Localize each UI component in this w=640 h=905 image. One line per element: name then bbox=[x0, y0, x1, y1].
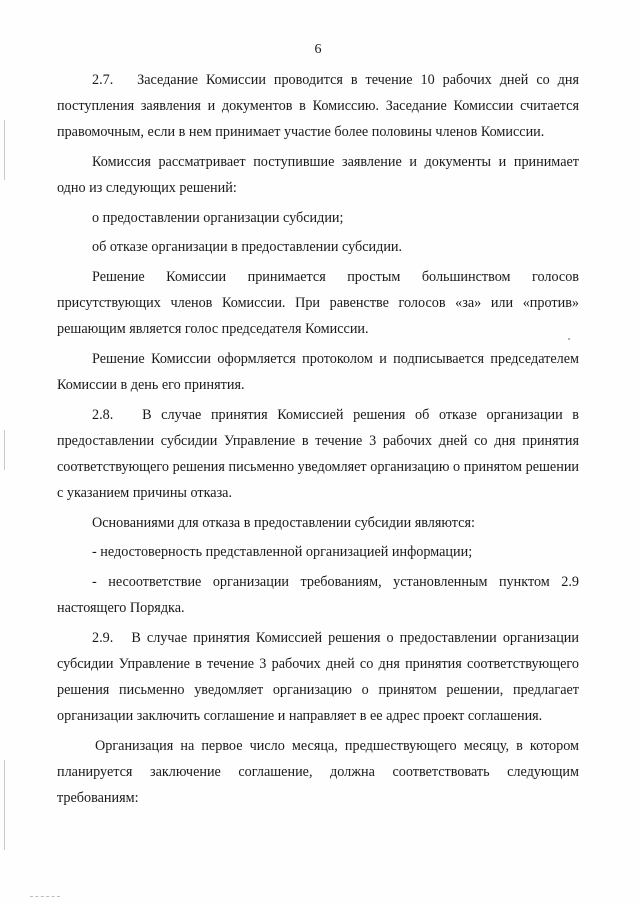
paragraph-decision-grant: о предоставлении организации субсидии; bbox=[92, 209, 344, 226]
scan-edge-mark bbox=[4, 430, 5, 470]
paragraph-commission-review: Комиссия рассматривает поступившие заявление и документы и принимает одно из следующих решений: bbox=[57, 153, 579, 196]
paragraph-decision-refuse: об отказе организации в предоставлении субсидии. bbox=[92, 239, 403, 256]
scan-edge-mark bbox=[4, 760, 5, 850]
paragraph-refusal-grounds: Основаниями для отказа в предоставлении субсидии являются: bbox=[92, 514, 475, 531]
paragraph-voting: Решение Комиссии принимается простым большинством голосов присутствующих членов Комиссии. При равенстве голосов «за» или «против» решающим является голос председателя Комиссии. bbox=[57, 269, 579, 338]
scan-edge-mark bbox=[4, 120, 5, 180]
scan-bottom-mark bbox=[30, 896, 60, 898]
list-item-unreliable-info: - недостоверность представленной организацией информации; bbox=[92, 544, 473, 561]
paragraph-protocol: Решение Комиссии оформляется протоколом и подписывается председателем Комиссии в день его принятия. bbox=[57, 351, 579, 393]
list-item-nonconformity: - несоответствие организации требованиям, установленным пунктом 2.9 настоящего Порядка. bbox=[57, 574, 579, 617]
paragraph-2-9: 2.9. В случае принятия Комиссией решения о предоставлении организации субсидии Управление в течение 3 рабочих дней со дня принятия соответствующего решения письменно уведомляет организацию о принятом решении, предлагает организации заключить соглашение и направляет в ее адрес проект соглашения. bbox=[57, 630, 579, 724]
paragraph-2-8: 2.8. В случае принятия Комиссией решения об отказе организации в предоставлении субсидии Управление в течение 3 рабочих дней со дня принятия соответствующего решения письменно уведомляет организацию о принятом решении с указанием причины отказа. bbox=[57, 406, 579, 501]
page-number: 6 bbox=[314, 42, 322, 57]
paragraph-2-7: 2.7. Заседание Комиссии проводится в течение 10 рабочих дней со дня поступления заявления и документов в Комиссию. Заседание Комиссии считается правомочным, если в нем принимает участие более половины членов Комиссии. bbox=[57, 72, 579, 140]
document-body bbox=[57, 68, 579, 811]
paragraph-organization-requirements: Организация на первое число месяца, предшествующего месяцу, в котором планируется заключение соглашение, должна соответствовать следующим требованиям: bbox=[57, 737, 579, 806]
